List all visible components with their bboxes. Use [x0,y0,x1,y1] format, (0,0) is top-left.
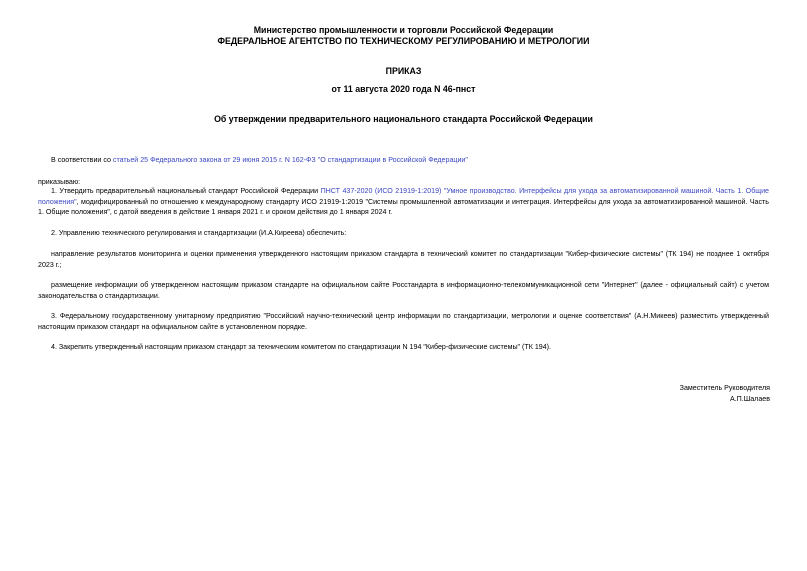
law-article-link[interactable]: статьей 25 Федерального закона от 29 июня 2015 г. N 162-ФЗ "О стандартизации в Российской Федерации" [112,156,468,164]
date-number: от 11 августа 2020 года N 46-пнст [331,84,476,94]
signatory-position: Заместитель Руководителя [679,384,770,392]
item-1-suffix: , модифицированный по отношению к международному стандарту ИСО 21919-1:2019 "Системы промышленной автоматизации и интеграция. Интерфейсы для ухода за автоматизированной машиной. Часть 1. Общие положения", с датой введения в действие 1 января 2021 г. и сроком действия до 1 января 2024 г. [38,197,769,216]
item-2a-paragraph: направление результатов мониторинга и оценки применения утвержденного настоящим приказом стандарта в технический комитет по стандартизации "Кибер-физические системы" (ТК 194) не позднее 1 октября 2023 г.; [38,250,769,269]
preamble-paragraph [51,155,468,166]
standard-link[interactable]: ПНСТ 437-2020 (ИСО 21919-1:2019) "Умное производство. Интерфейсы для ухода за автоматизированной машиной. Часть 1. Общие положения" [38,187,769,206]
signatory-name: А.П.Шалаев [729,395,770,403]
item-2b-paragraph: размещение информации об утвержденном настоящим приказом стандарте на официальном сайте Росстандарта в информационно-телекоммуникационной сети "Интернет" (далее - официальный сайт) с учетом законодательства о стандартизации. [38,281,769,300]
item-1-prefix: 1. Утвердить предварительный национальный стандарт Российской Федерации [51,187,321,195]
item-2-paragraph: 2. Управлению технического регулирования и стандартизации (И.А.Киреева) обеспечить: [51,229,347,237]
document-subject: Об утверждении предварительного национального стандарта Российской Федерации [214,114,593,124]
doc-type: ПРИКАЗ [385,66,422,76]
item-4-paragraph: 4. Закрепить утвержденный настоящим приказом стандарт за техническим комитетом по стандартизации N 194 "Кибер-физические системы" (ТК 194). [51,343,552,351]
ministry-title: Министерство промышленности и торговли Российской Федерации [253,25,554,35]
preamble-prefix: В соответствии со [51,156,113,164]
item-3-paragraph: 3. Федеральному государственному унитарному предприятию "Российский научно-технический центр информации по стандартизации, метрологии и оценке соответствия" (А.Н.Микеев) разместить утвержденный настоящим приказом стандарт на официальном сайте в установленном порядке. [38,312,769,331]
order-word: приказываю: [38,178,81,186]
item-1-paragraph [38,186,769,218]
agency-title: ФЕДЕРАЛЬНОЕ АГЕНТСТВО ПО ТЕХНИЧЕСКОМУ РЕГУЛИРОВАНИЮ И МЕТРОЛОГИИ [217,36,590,46]
